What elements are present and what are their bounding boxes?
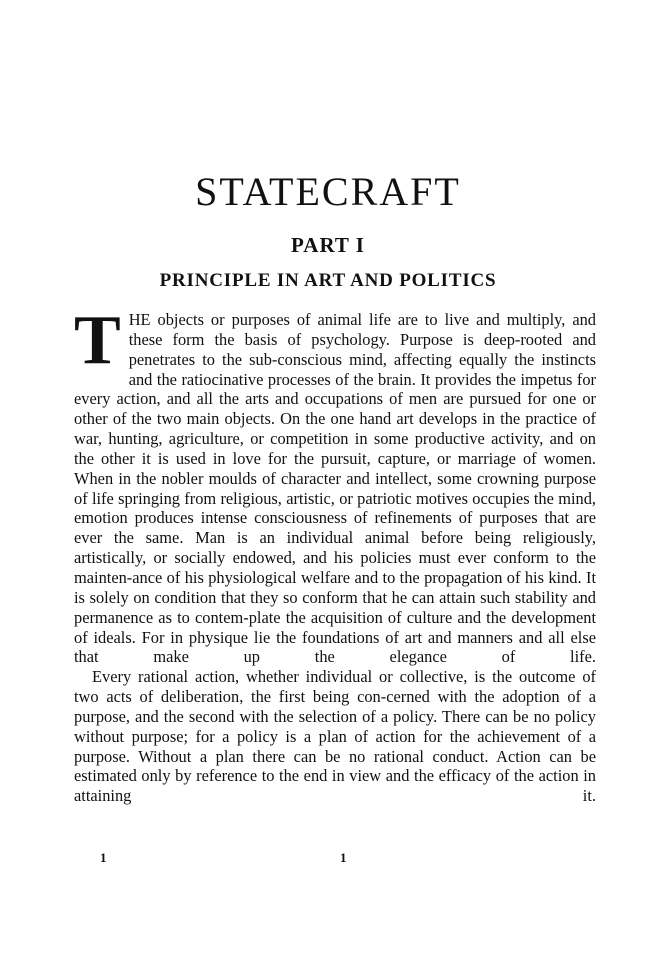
paragraph-1	[74, 302, 596, 667]
section-subtitle: PRINCIPLE IN ART AND POLITICS	[159, 270, 497, 291]
drop-cap: T	[74, 302, 121, 379]
page-number: 1	[340, 850, 347, 865]
part-heading: PART I	[291, 233, 365, 257]
body-text	[74, 302, 596, 806]
chapter-title: STATECRAFT	[195, 169, 461, 214]
paragraph-1-text: HE objects or purposes of animal life are to live and multiply, and these form the basis of psychology. Purpose is deep-rooted and penetrates to the sub-conscious mind, affecting equally the instincts and the ratiocinative processes of the brain. It provides the impetus for every action, and all the arts and occupations of men are pursued for one or other of the two main objects. On the one hand art develops in the practice of war, hunting, agriculture, or competition in some productive activity, and on the other it is used in love for the pursuit, capture, or marriage of women. When in the nobler moulds of character and intellect, some crowning purpose of life springing from religious, artistic, or patriotic motives occupies the mind, emotion produces intense consciousness of refinements of purposes that are ever the same. Man is an individual animal before being religiously, artistically, or socially endowed, and his policies must ever conform to the mainten-ance of his physiological welfare and to the propagation of his kind. It is solely on condition that they so conform that he can attain such stability and permanence as to contem-plate the acquisition of culture and the development of ideals. For in physique lie the foundations of art and manners and all else that make up the elegance of life.	[74, 310, 596, 667]
paragraph-2: Every rational action, whether individual or collective, is the outcome of two acts of deliberation, the first being con-cerned with the adoption of a purpose, and the second with the selection of a policy. There can be no policy without purpose; for a policy is a plan of action for the achievement of a purpose. Without a plan there can be no rational conduct. Action can be estimated only by reference to the end in view and the efficacy of the action in attaining it.	[74, 667, 596, 806]
signature-mark: 1	[100, 850, 107, 865]
